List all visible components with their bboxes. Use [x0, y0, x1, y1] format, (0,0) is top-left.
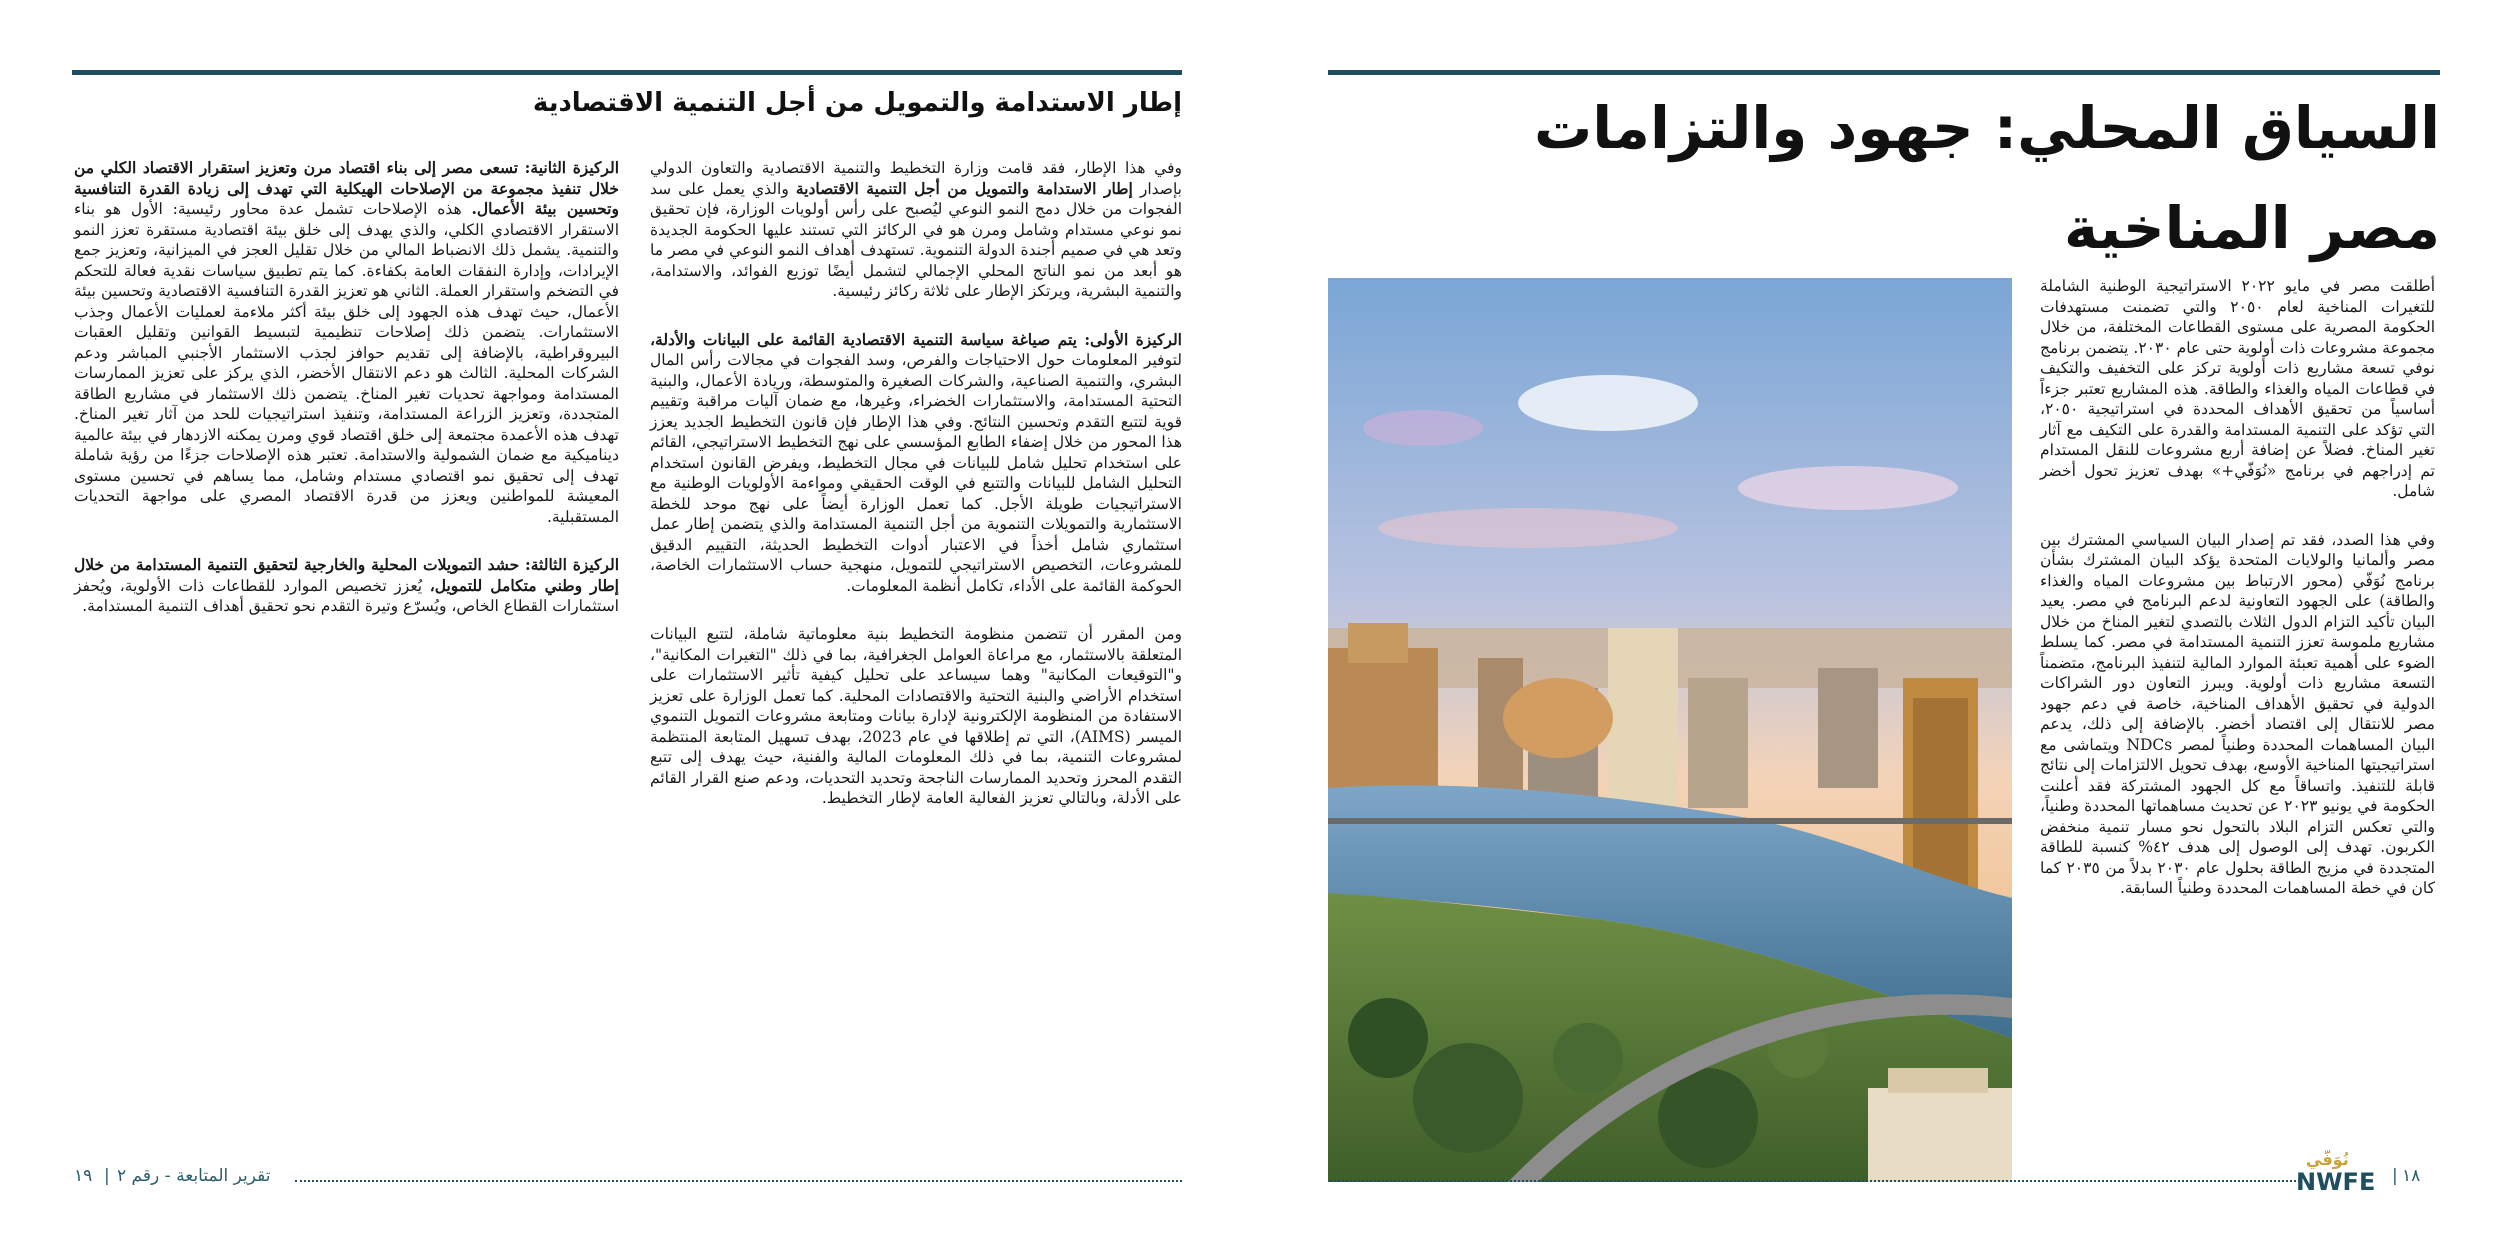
pillar-two-heading: الركيزة الثانية: تسعى مصر إلى بناء اقتصاد مرن وتعزيز استقرار الاقتصاد الكلي من خلال تنفيذ مجموعة من الإصلاحات الهيكلية التي تهدف إلى زيادة القدرة التنافسية وتحسين بيئة الأعمال.: [74, 158, 619, 218]
planning-system-paragraph: ومن المقرر أن تتضمن منظومة التخطيط بنية معلوماتية شاملة، لتتبع البيانات المتعلقة بالاستثمار، مع مراعاة العوامل الجغرافية، بما في ذلك "التغيرات المكانية"، و"التوقيعات المكانية" وهما سيساعد على تحليل كيفية تأثير الاستثمارات على استخدام الأراضي والبنية التحتية والاقتصادات المحلية. كما تعمل الوزارة على تعزيز الاستفادة من المنظومة الإلكترونية لإدارة بيانات ومتابعة مشروعات التمويل التنموي الميسر (AIMS)، التي تم إطلاقها في عام 2023، بهدف تسهيل المتابعة المنتظمة لمشروعات التنمية، بما في ذلك المعلومات المالية والفنية، حيث يهدف إلى تتبع التقدم المحرز وتحديد الممارسات الناجحة وتحديد التحديات، ودعم صنع القرار القائم على الأدلة، وبالتالي تعزيز الفعالية العامة لإطار التخطيط.: [650, 625, 1182, 807]
pillar-one-paragraph: [650, 330, 1182, 597]
pillar-three-heading: الركيزة الثالثة: حشد التمويلات المحلية والخارجية لتحقيق التنمية المستدامة من خلال إطار وطني متكامل للتمويل،: [74, 555, 619, 595]
page-separator: |: [2392, 1166, 2398, 1186]
right-page-top-rule: [1328, 70, 2440, 75]
nwfe-logo-arabic: نُوَفّي: [2306, 1150, 2349, 1169]
right-page-number: ١٨: [2402, 1166, 2421, 1186]
left-page-top-rule: [72, 70, 1182, 75]
right-page-footer-rule: [1330, 1180, 2300, 1182]
left-page-separator: |: [104, 1166, 110, 1186]
pillar-one-text: لتوفير المعلومات حول الاحتياجات والفرص، وسد الفجوات في مجالات رأس المال البشري، والتنمية الصناعية، والشركات الصغيرة والمتوسطة، وريادة الأعمال، والبنية التحتية المستدامة، والاستثمارات الخضراء، وغيرها، مع ضمان آليات مراقبة وتقييم قوية لتتبع التقدم وتحسين النتائج. وفي هذا الإطار فإن قانون التخطيط الجديد يعزز هذا المحور من خلال إضفاء الطابع المؤسسي على نهج التخطيط الاستراتيجي، القائم على استخدام تحليل شامل للبيانات في مجال التخطيط، ويفرض القانون استخدام التحليل الشامل للبيانات والتتبع في الوقت الحقيقي ومواءمة الأولويات الوطنية مع الاستراتيجيات طويلة الأجل. كما تعمل الوزارة أيضاً على نهج موحد للخطة الاستثمارية والتمويلات التنموية من أجل التنمية المستدامة والذي يتضمن إطار عمل استثماري شامل أخذاً في الاعتبار أدوات التخطيط الحديثة، التقييم الدقيق للمشروعات، التخصيص الاستراتيجي للتمويل، منهجية حساب الاستثمارات الخاصة، الحوكمة القائمة على الأداء، تكامل أنظمة المعلومات.: [650, 351, 1182, 595]
nwfe-logo-text: NWFE: [2296, 1168, 2376, 1196]
pillar-three-paragraph: [74, 555, 619, 617]
pillar-two-paragraph: [74, 158, 619, 527]
right-page-text-column: [2040, 276, 2435, 927]
pillar-one-heading: الركيزة الأولى: يتم صياغة سياسة التنمية الاقتصادية القائمة على البيانات والأدلة،: [650, 329, 1182, 349]
left-page-number: ١٩: [74, 1166, 93, 1186]
framework-intro-paragraph: [650, 158, 1182, 302]
nwfe-logo: [2296, 1150, 2382, 1202]
right-page-title: السياق المحلي: جهود والتزامات مصر المناخية: [1534, 94, 2440, 262]
left-page-column-right: [650, 158, 1182, 837]
left-page-column-left: [74, 158, 619, 645]
pillar-three-text: يُعزز تخصيص الموارد للقطاعات ذات الأولوية، ويُحفز استثمارات القطاع الخاص، ويُسرّع وتيرة التقدم نحو تحقيق أهداف التنمية المستدامة.: [74, 576, 619, 615]
cairo-skyline-photo: [1328, 278, 2012, 1182]
pillar-two-text: هذه الإصلاحات تشمل عدة محاور رئيسية: الأول هو بناء الاستقرار الاقتصادي الكلي، والذي يهدف إلى خلق بيئة اقتصادية مستقرة تعزز النمو والتنمية. يشمل ذلك الانضباط المالي من خلال تقليل العجز في الميزانية، وتعزيز جمع الإيرادات، وإدارة النفقات العامة بكفاءة. كما يتم تطبيق سياسات نقدية فعالة للتحكم في التضخم واستقرار العملة. الثاني هو تعزيز القدرة التنافسية الاقتصادية وتحسين بيئة الأعمال، حيث تهدف هذه الجهود إلى خلق بيئة أكثر ملاءمة لعمليات الأعمال وجذب الاستثمارات. يتضمن ذلك إصلاحات تنظيمية لتبسيط القوانين وتقليل العقبات البيروقراطية، بالإضافة إلى تقديم حوافز لجذب الاستثمار الأجنبي المباشر ودعم الشركات المحلية. الثالث هو دعم الانتقال الأخضر، الذي يركز على تعزيز الممارسات المستدامة ومواجهة تحديات تغير المناخ. يتضمن ذلك الاستثمار في مشاريع الطاقة المتجددة، وتعزيز الزراعة المستدامة، وتنفيذ استراتيجيات للحد من آثار تغير المناخ. تهدف هذه الأعمدة مجتمعة إلى خلق اقتصاد قوي ومرن يمكنه الازدهار في بيئة عالمية ديناميكية مع ضمان الشمولية والاستدامة. تعتبر هذه الإصلاحات جزءًا من رؤية شاملة تهدف إلى تحقيق نمو اقتصادي مستدام وشامل، مما يساهم في تحسين مستوى المعيشة للمواطنين ويعزز من قدرة الاقتصاد المصري على مواجهة التحديات المستقبلية.: [74, 200, 619, 526]
left-page-title: إطار الاستدامة والتمويل من أجل التنمية الاقتصادية: [532, 88, 1182, 118]
right-page-paragraph-2: وفي هذا الصدد، فقد تم إصدار البيان السياسي المشترك بين مصر وألمانيا والولايات المتحدة يؤكد البيان المشترك بشأن برنامج نُوَفّي (محور الارتباط بين مشروعات المياه والغذاء والطاقة) على الجهود التعاونية لدعم البرنامج في مصر. يعيد البيان تأكيد التزام الدول الثلاث بالتصدي لتغير المناخ من خلال مشاريع ملموسة تعزز التنمية المستدامة في مصر. كما يسلط الضوء على أهمية تعبئة الموارد المالية لتنفيذ البرنامج، متضمناً التسعة مشاريع ذات أولوية. ويبرز التعاون دور الشراكات الدولية في تحقيق الأهداف المناخية، خاصة في دعم جهود مصر للانتقال إلى اقتصاد أخضر. بالإضافة إلى ذلك، يدعم البيان المساهمات المحددة وطنياً لمصر NDCs ويتماشى مع استراتيجيتها المناخية الأوسع، بهدف تحويل الالتزامات إلى نتائج قابلة للتنفيذ. واتساقاً مع كل الجهود المشتركة فقد أعلنت الحكومة في يونيو ٢٠٢٣ عن تحديث مساهماتها المحددة وطنياً، والتي تعكس التزام البلاد بالتحول نحو مسار تنمية منخفض الكربون. تهدف إلى الوصول إلى هدف ٤٢% كنسبة للطاقة المتجددة في مزيج الطاقة بحلول عام ٢٠٣٠ بدلاً من ٢٠٣٥ كما كان في خطة المساهمات المحددة وطنياً السابقة.: [2040, 530, 2435, 897]
framework-intro-rest: والذي يعمل على سد الفجوات من خلال دمج النمو النوعي ليُصبح على رأس أولويات الوزارة، فإن تحقيق نمو نوعي مستدام وشامل ومرن هو في الركائز التي تستند عليها الحكومة الجديدة وتعد هي في صميم أجندة الدولة التنموية. تستهدف أهداف النمو النوعي في مصر ما هو أبعد من نمو الناتج المحلي الإجمالي لتشمل أيضًا توزيع الفوائد، والاستدامة، والتنمية البشرية، ويرتكز الإطار على ثلاثة ركائز رئيسية.: [650, 179, 1182, 300]
left-page-footer-rule: [295, 1180, 1182, 1182]
framework-name-bold: إطار الاستدامة والتمويل من أجل التنمية الاقتصادية: [795, 178, 1133, 198]
framework-intro-text: وفي هذا الإطار، فقد قامت وزارة التخطيط والتنمية الاقتصادية والتعاون الدولي بإصدار: [650, 159, 1182, 198]
right-page-paragraph-1: أطلقت مصر في مايو ٢٠٢٢ الاستراتيجية الوطنية الشاملة للتغيرات المناخية لعام ٢٠٥٠ والتي تضمنت مستهدفات الحكومة المصرية على مستوى القطاعات المختلفة، من خلال مجموعة مشروعات ذات أولوية حتى عام ٢٠٣٠. يتضمن برنامج نوفي تسعة مشاريع ذات أولوية تركز على التخفيف والتكيف في قطاعات المياه والغذاء والطاقة. هذه المشاريع تعتبر جزءاً أساسياً من تحقيق الأهداف المحددة في استراتيجية ٢٠٥٠، التي تؤكد على التنمية المستدامة والقدرة على التكيف مع آثار تغير المناخ. فضلاً عن إضافة أربع مشروعات للنقل المستدام تم إدراجهم في برنامج «نُوَفّي+» بهدف تعزيز تحول أخضر شامل.: [2040, 277, 2436, 500]
left-page-footer-label: تقرير المتابعة - رقم ٢: [117, 1166, 271, 1186]
